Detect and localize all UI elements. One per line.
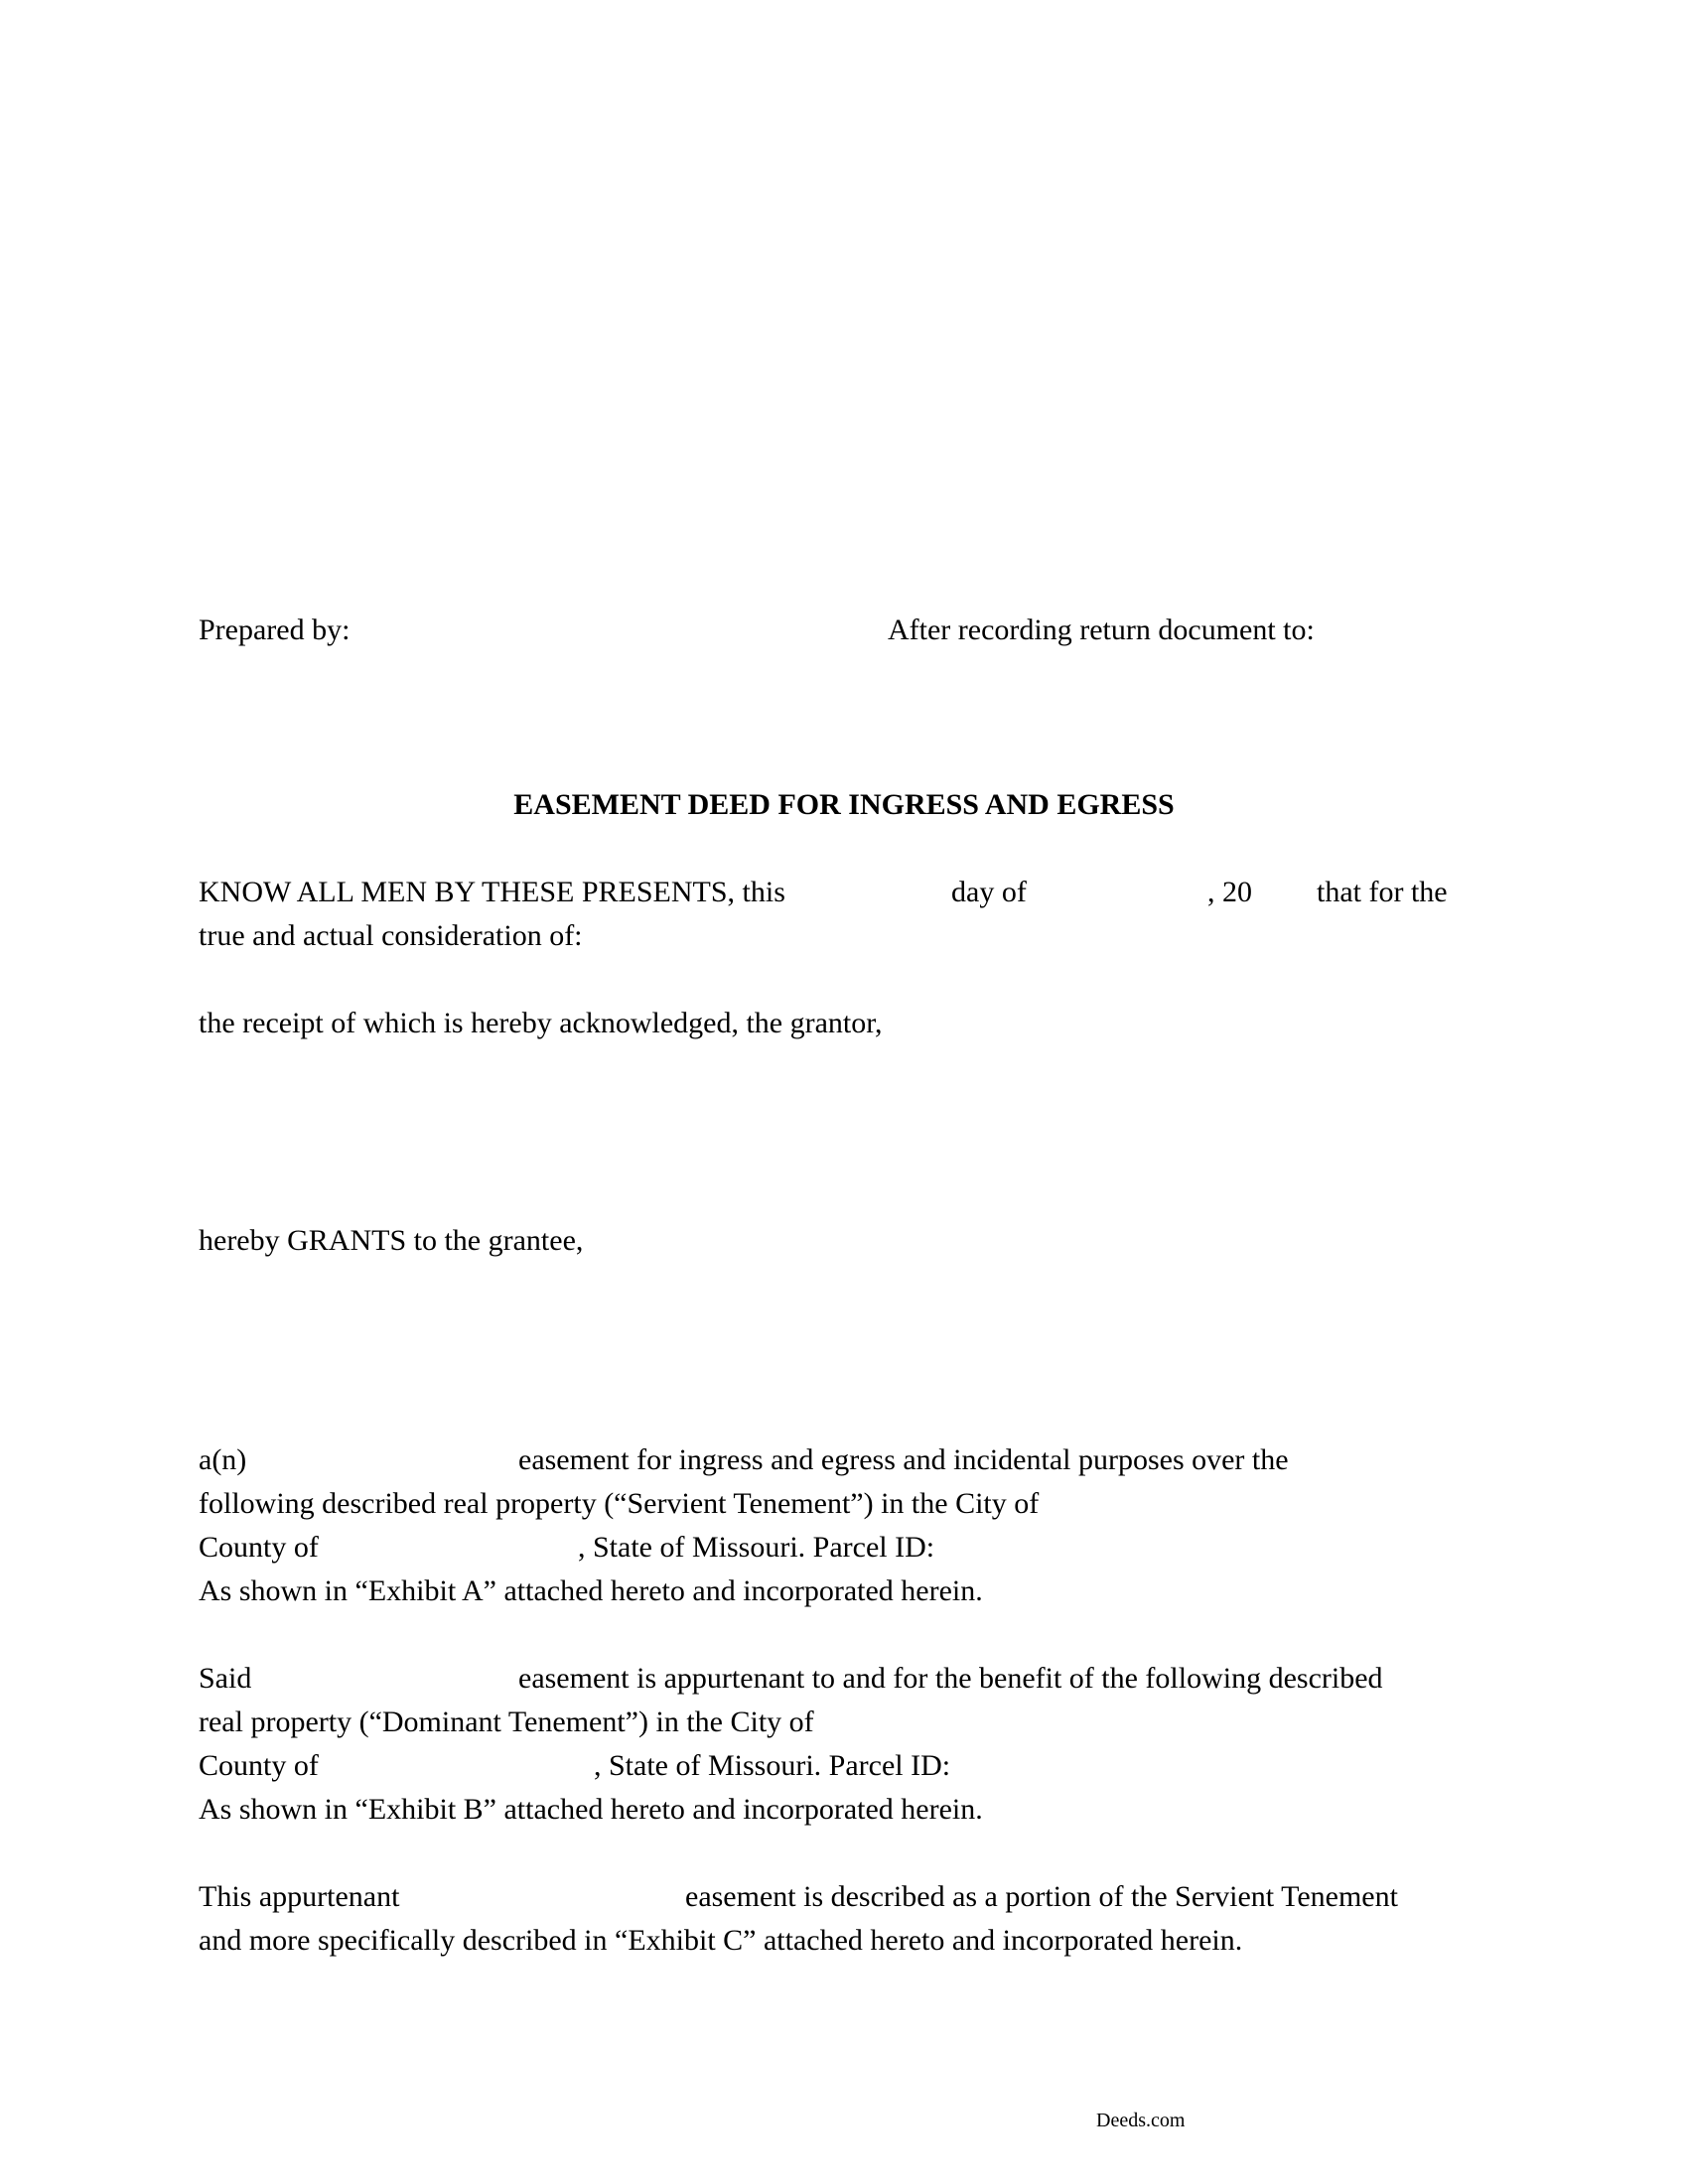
- servient-an: a(n): [199, 1443, 247, 1476]
- dominant-state-parcel: , State of Missouri. Parcel ID:: [594, 1749, 951, 1782]
- intro-day-of: day of: [951, 876, 1027, 908]
- grantee-line: hereby GRANTS to the grantee,: [199, 1224, 584, 1257]
- prepared-by-label: Prepared by:: [199, 614, 351, 646]
- appurtenant-easement-text: easement is described as a portion of the Servient Tenement: [685, 1880, 1398, 1913]
- appurtenant-exhibit: and more specifically described in “Exhibit C” attached hereto and incorporated herein.: [199, 1924, 1243, 1957]
- servient-property-text: following described real property (“Servient Tenement”) in the City of: [199, 1487, 1040, 1520]
- document-title: EASEMENT DEED FOR INGRESS AND EGRESS: [513, 788, 1175, 821]
- intro-text: KNOW ALL MEN BY THESE PRESENTS, this: [199, 876, 785, 908]
- dominant-property-text: real property (“Dominant Tenement”) in the City of: [199, 1706, 814, 1738]
- footer-brand: Deeds.com: [1096, 2110, 1186, 2131]
- servient-county: County of: [199, 1531, 319, 1564]
- dominant-easement-text: easement is appurtenant to and for the benefit of the following described: [518, 1662, 1383, 1695]
- servient-state-parcel: , State of Missouri. Parcel ID:: [578, 1531, 935, 1564]
- dominant-said: Said: [199, 1662, 252, 1695]
- intro-year: , 20: [1207, 876, 1252, 908]
- servient-exhibit: As shown in “Exhibit A” attached hereto and incorporated herein.: [199, 1574, 983, 1607]
- grantor-line: the receipt of which is hereby acknowledged, the grantor,: [199, 1007, 883, 1039]
- dominant-exhibit: As shown in “Exhibit B” attached hereto and incorporated herein.: [199, 1793, 983, 1826]
- return-to-label: After recording return document to:: [888, 614, 1315, 646]
- dominant-county: County of: [199, 1749, 319, 1782]
- appurtenant-label: This appurtenant: [199, 1880, 400, 1913]
- intro-that-for-the: that for the: [1317, 876, 1448, 908]
- intro-consideration: true and actual consideration of:: [199, 919, 583, 952]
- servient-easement-text: easement for ingress and egress and incidental purposes over the: [518, 1443, 1289, 1476]
